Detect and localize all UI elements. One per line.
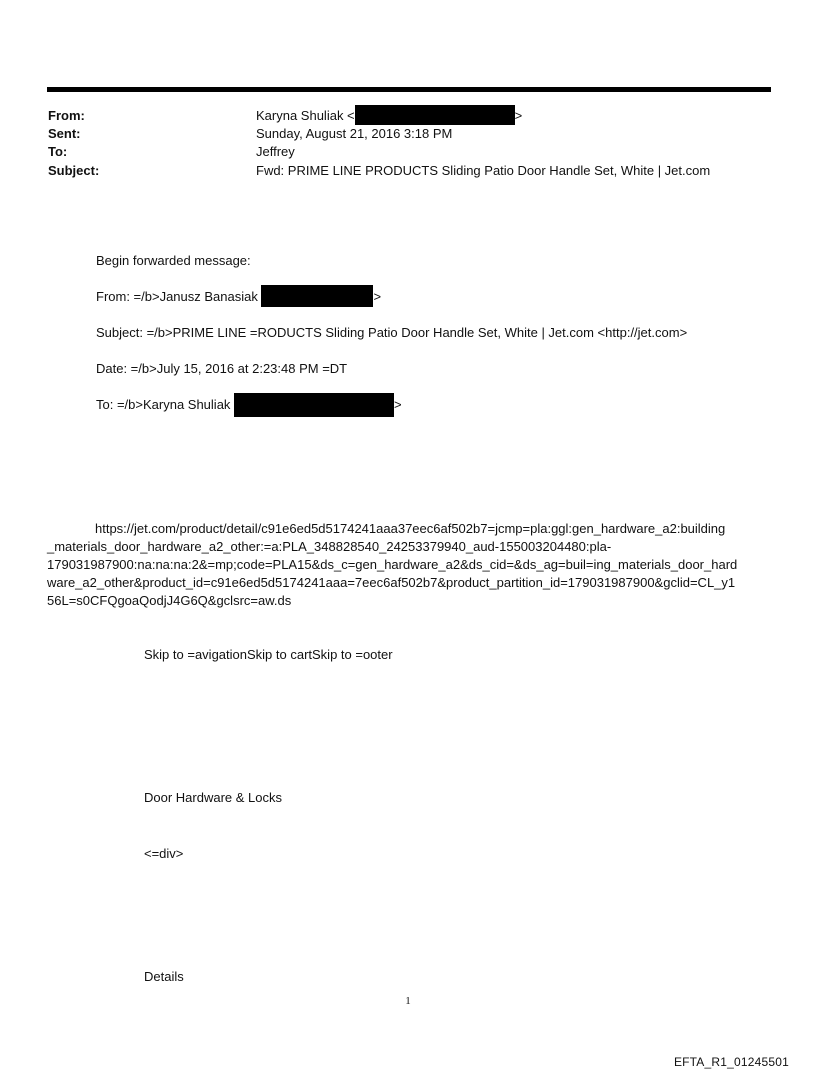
forward-date: Date: =/b>July 15, 2016 at 2:23:48 PM =DT (96, 361, 348, 376)
forward-from-text: From: =/b>Janusz Banasiak (96, 289, 262, 304)
redaction-box (234, 393, 394, 417)
forward-to-close: > (394, 397, 402, 412)
details-text: Details (144, 969, 184, 984)
url-line: 179031987900:na:na:na:2&=mp;code=PLA15&ds_c=gen_hardware_a2&ds_cid=&ds_ag=buil=ing_materials_door_hard (47, 557, 738, 572)
sent-label: Sent: (48, 126, 81, 141)
forward-from (96, 288, 381, 307)
forward-from-close: > (373, 289, 382, 304)
subject-value: Fwd: PRIME LINE PRODUCTS Sliding Patio Door Handle Set, White | Jet.com (256, 163, 711, 178)
forward-to (96, 396, 402, 417)
forward-to-text: To: =/b>Karyna Shuliak (96, 397, 235, 412)
forward-intro: Begin forwarded message: (96, 253, 251, 268)
redaction-box (261, 285, 373, 307)
url-line: _materials_door_hardware_a2_other:=a:PLA_348828540_24253379940_aud-155003204480:pla- (47, 539, 612, 554)
url-line: 56L=s0CFQgoaQodjJ4G6Q&gclsrc=aw.ds (47, 593, 292, 608)
subject-label: Subject: (48, 163, 100, 178)
from-label: From: (48, 108, 85, 123)
url-line: ware_a2_other&product_id=c91e6ed5d5174241aaa=7eec6af502b7&product_partition_id=179031987900&gclid=CL_y1 (47, 575, 736, 590)
url-line: https://jet.com/product/detail/c91e6ed5d5174241aaa37eec6af502b7=jcmp=pla:ggl:gen_hardware_a2:building (95, 521, 726, 536)
header-rule (47, 87, 771, 92)
to-label: To: (48, 144, 68, 159)
skip-links-text: Skip to =avigationSkip to cartSkip to =ooter (144, 647, 393, 662)
page-number: 1 (405, 995, 411, 1007)
category-text: Door Hardware & Locks (144, 790, 282, 805)
from-name: Karyna Shuliak < (256, 108, 355, 123)
bates-number: EFTA_R1_01245501 (673, 1055, 789, 1069)
from-value (256, 107, 522, 125)
from-close: > (514, 108, 523, 123)
product-url (47, 520, 777, 610)
div-artifact-text: <=div> (144, 846, 184, 861)
redaction-box (355, 105, 515, 125)
forward-subject: Subject: =/b>PRIME LINE =RODUCTS Sliding Patio Door Handle Set, White | Jet.com <http://jet.com> (96, 325, 688, 340)
sent-value: Sunday, August 21, 2016 3:18 PM (256, 126, 453, 141)
to-value: Jeffrey (256, 144, 295, 159)
